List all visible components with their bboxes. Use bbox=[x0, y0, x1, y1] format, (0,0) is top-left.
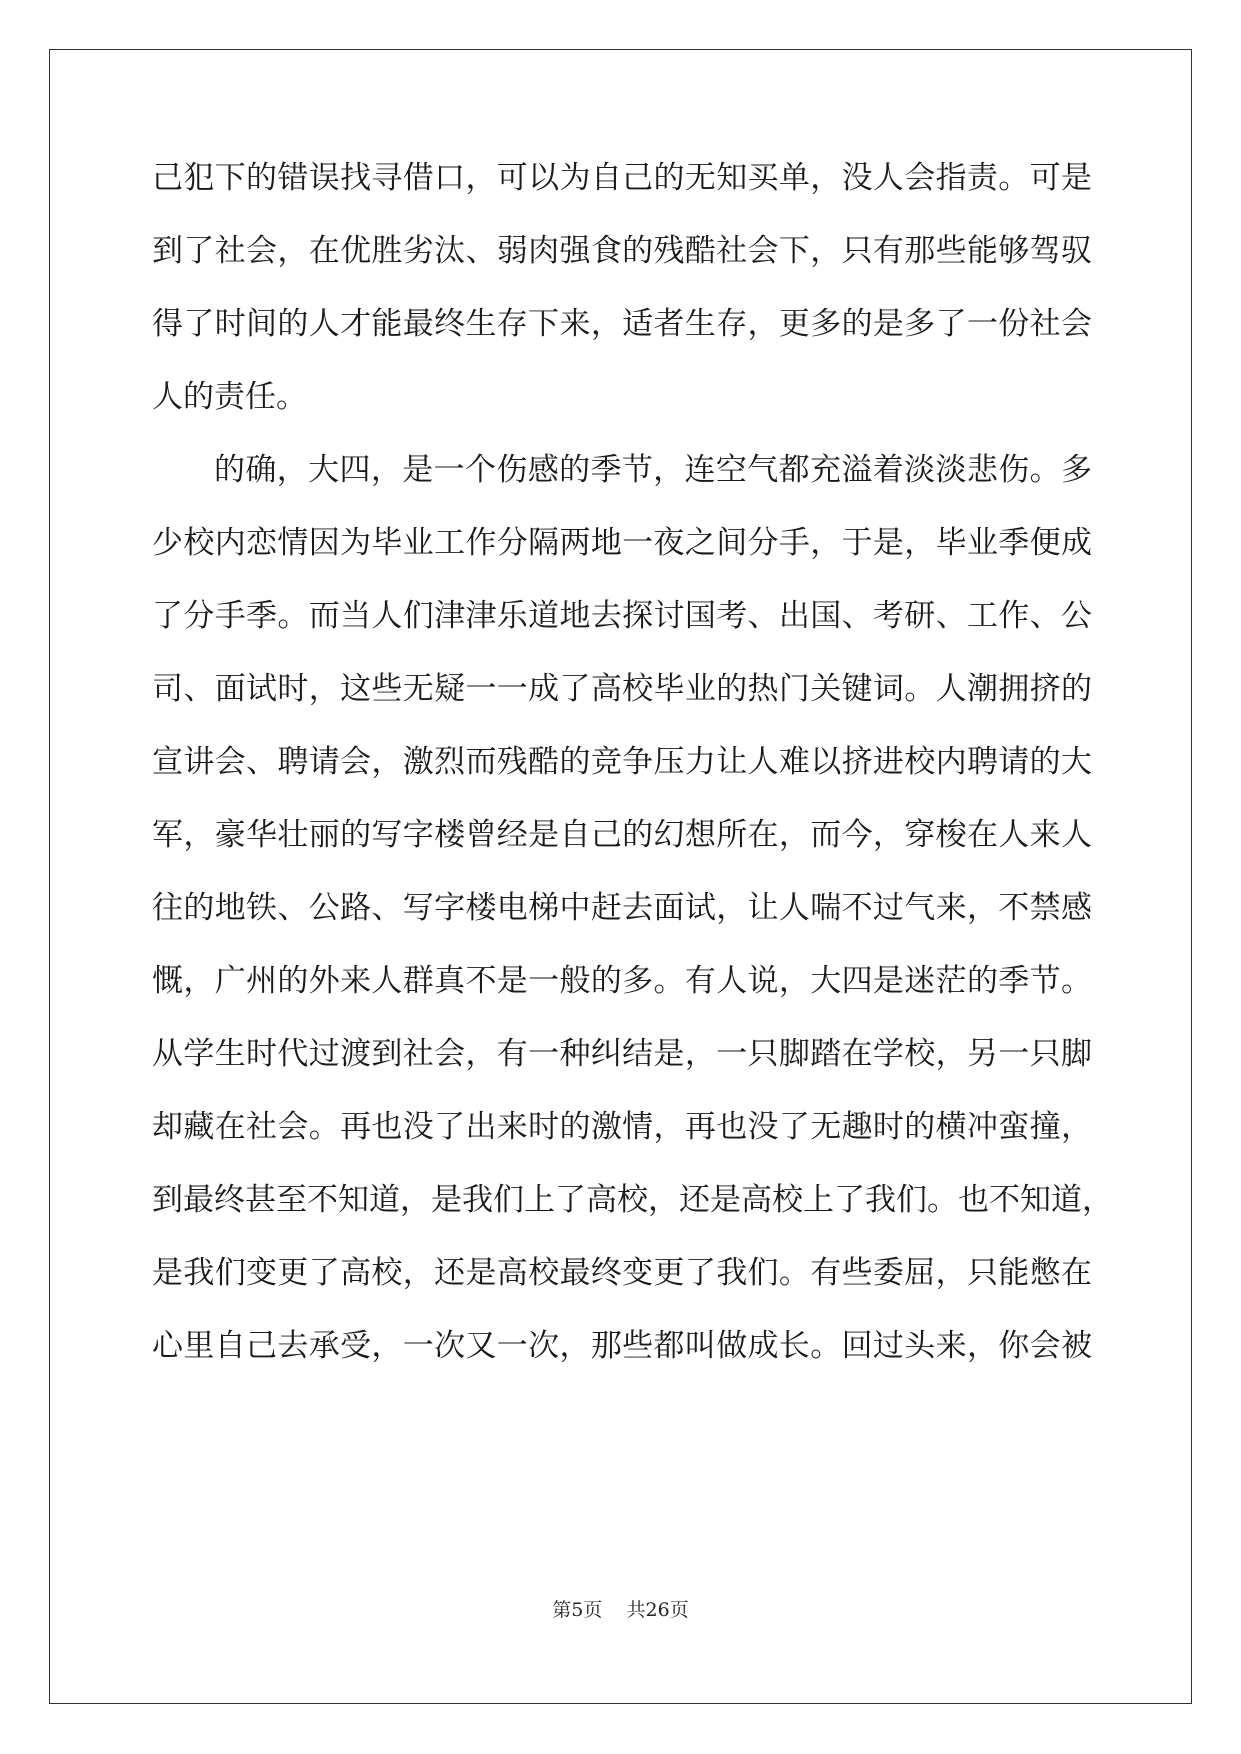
text-line: 从学生时代过渡到社会，有一种纠结是，一只脚踏在学校，另一只脚 bbox=[152, 1036, 1092, 1072]
text-line: 是我们变更了高校，还是高校最终变更了我们。有些委屈，只能憋在 bbox=[152, 1255, 1092, 1291]
page-prefix: 第 bbox=[552, 1599, 572, 1621]
text-line: 军，豪华壮丽的写字楼曾经是自己的幻想所在，而今，穿梭在人来人 bbox=[152, 817, 1092, 853]
text-line: 却藏在社会。再也没了出来时的激情，再也没了无趣时的横冲蛮撞， bbox=[152, 1109, 1092, 1145]
text-line: 心里自己去承受，一次又一次，那些都叫做成长。回过头来，你会被 bbox=[152, 1328, 1092, 1364]
text-line: 人的责任。 bbox=[152, 379, 307, 415]
text-line: 得了时间的人才能最终生存下来，适者生存，更多的是多了一份社会 bbox=[152, 306, 1092, 342]
text-line: 到了社会，在优胜劣汰、弱肉强食的残酷社会下，只有那些能够驾驭 bbox=[152, 233, 1092, 269]
text-line: 到最终甚至不知道，是我们上了高校，还是高校上了我们。也不知道， bbox=[152, 1182, 1113, 1218]
text-line: 司、面试时，这些无疑一一成了高校毕业的热门关键词。人潮拥挤的 bbox=[152, 671, 1092, 707]
total-pages: 26 bbox=[645, 1599, 670, 1621]
page-suffix: 页 bbox=[583, 1599, 603, 1621]
text-line: 己犯下的错误找寻借口，可以为自己的无知买单，没人会指责。可是 bbox=[152, 160, 1092, 196]
text-line: 了分手季。而当人们津津乐道地去探讨国考、出国、考研、工作、公 bbox=[152, 598, 1092, 634]
text-line: 慨，广州的外来人群真不是一般的多。有人说，大四是迷茫的季节。 bbox=[152, 963, 1092, 999]
paragraph-first-line: 的确，大四，是一个伤感的季节，连空气都充溢着淡淡悲伤。多 bbox=[214, 452, 1092, 488]
text-line: 宣讲会、聘请会，激烈而残酷的竞争压力让人难以挤进校内聘请的大 bbox=[152, 744, 1092, 780]
text-line: 少校内恋情因为毕业工作分隔两地一夜之间分手，于是，毕业季便成 bbox=[152, 525, 1092, 561]
text-line: 往的地铁、公路、写字楼电梯中赶去面试，让人喘不过气来，不禁感 bbox=[152, 890, 1092, 926]
page-footer bbox=[0, 1595, 1241, 1622]
page-number: 5 bbox=[571, 1599, 584, 1621]
total-suffix: 页 bbox=[669, 1599, 689, 1621]
page-border bbox=[49, 49, 1192, 1704]
total-prefix: 共 bbox=[626, 1599, 646, 1621]
